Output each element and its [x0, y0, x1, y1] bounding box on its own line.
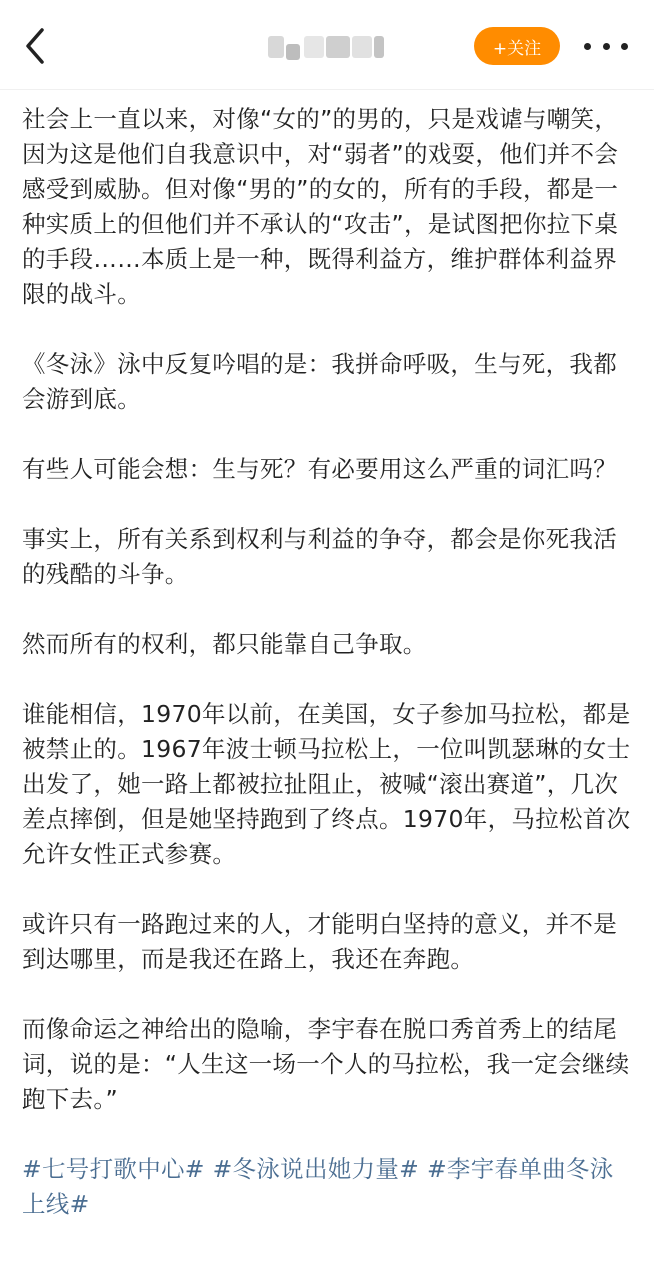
dot — [603, 43, 610, 50]
post-body — [22, 102, 634, 1222]
blurred-username[interactable] — [268, 28, 388, 64]
hashtag-link[interactable]: #七号打歌中心# — [22, 1155, 205, 1183]
dot — [621, 43, 628, 50]
hashtag-link[interactable]: #李宇春单曲冬泳上线# — [22, 1155, 614, 1218]
post-paragraph: 有些人可能会想：生与死？有必要用这么严重的词汇吗？ — [22, 455, 617, 483]
post-paragraph: 社会上一直以来，对像“女的”的男的，只是戏谑与嘲笑，因为这是他们自我意识中，对“弱者”的戏耍，他们并不会感受到威胁。但对像“男的”的女的，所有的手段，都是一种实质上的但他们并不承认的“攻击”，是试图把你拉下桌的手段……本质上是一种，既得利益方，维护群体利益界限的战斗。 — [22, 105, 619, 308]
follow-button[interactable] — [474, 27, 560, 65]
hashtag-link[interactable]: #冬泳说出她力量# — [212, 1155, 420, 1183]
post-paragraph: 然而所有的权利，都只能靠自己争取。 — [22, 630, 427, 658]
dot — [584, 43, 591, 50]
back-arrow-icon[interactable] — [18, 26, 54, 66]
post-paragraph: 谁能相信，1970年以前，在美国，女子参加马拉松，都是被禁止的。1967年波士顿马拉松上，一位叫凯瑟琳的女士出发了，她一路上都被拉扯阻止，被喊“滚出赛道”，几次差点摔倒，但是她坚持跑到了终点。1970年，马拉松首次允许女性正式参赛。 — [22, 700, 631, 868]
hashtag-list — [22, 1152, 634, 1222]
post-paragraph: 而像命运之神给出的隐喻，李宇春在脱口秀首秀上的结尾词，说的是：“人生这一场一个人的马拉松，我一定会继续跑下去。” — [22, 1015, 630, 1113]
post-paragraph: 《冬泳》泳中反复吟唱的是：我拼命呼吸，生与死，我都会游到底。 — [22, 350, 617, 413]
follow-button-label: +关注 — [492, 38, 542, 59]
post-paragraph: 或许只有一路跑过来的人，才能明白坚持的意义，并不是到达哪里，而是我还在路上，我还在奔跑。 — [22, 910, 617, 973]
more-dots-icon[interactable] — [584, 36, 628, 56]
post-paragraph: 事实上，所有关系到权利与利益的争夺，都会是你死我活的残酷的斗争。 — [22, 525, 617, 588]
top-nav-bar — [0, 0, 654, 90]
